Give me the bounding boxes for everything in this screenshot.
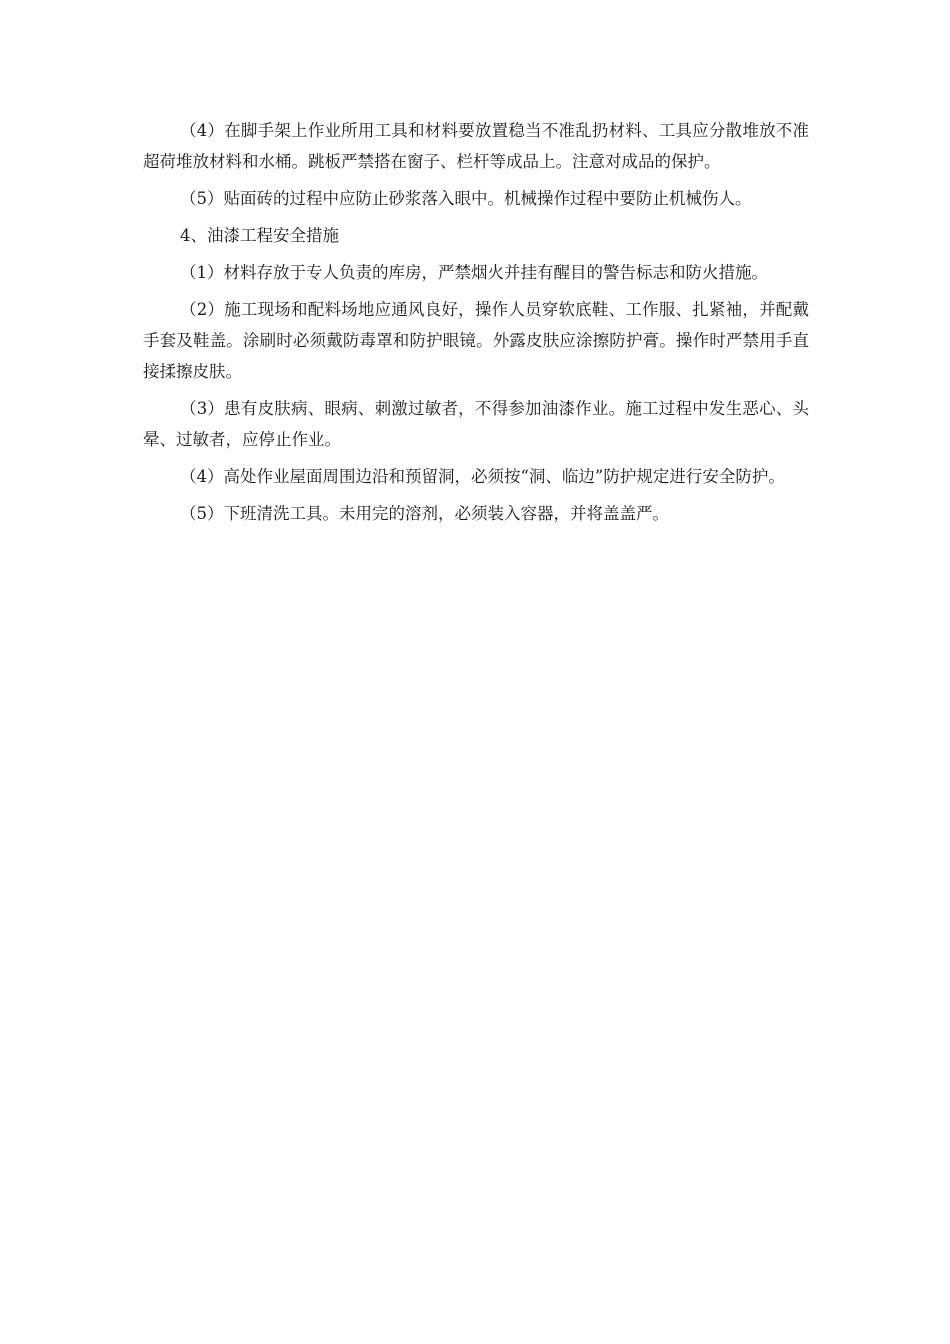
paragraph-edge-protection: （4）高处作业屋面周围边沿和预留洞，必须按“洞、临边”防护规定进行安全防护。 (180, 467, 785, 486)
paragraph-scaffold-tools: （4）在脚手架上作业所用工具和材料要放置稳当不准乱扔材料、工具应分散堆放不准超荷堆放材料和水桶。跳板严禁搭在窗子、栏杆等成品上。注意对成品的保护。 (143, 121, 809, 171)
paragraph-cleanup: （5）下班清洗工具。未用完的溶剂，必须装入容器，并将盖盖严。 (180, 504, 669, 523)
paragraph-ventilation-ppe: （2）施工现场和配料场地应通风良好，操作人员穿软底鞋、工作服、扎紧袖，并配戴手套及鞋盖。涂刷时必须戴防毒罩和防护眼镜。外露皮肤应涂擦防护膏。操作时严禁用手直接揉擦皮肤。 (143, 300, 809, 381)
document-body (143, 115, 809, 535)
paragraph-health-restrictions: （3）患有皮肤病、眼病、刺激过敏者，不得参加油漆作业。施工过程中发生恶心、头晕、过敏者，应停止作业。 (143, 399, 809, 449)
section-heading-paint-safety: 4、油漆工程安全措施 (180, 226, 339, 245)
paragraph-tile-mortar: （5）贴面砖的过程中应防止砂浆落入眼中。机械操作过程中要防止机械伤人。 (180, 189, 752, 208)
paragraph-material-storage: （1）材料存放于专人负责的库房，严禁烟火并挂有醒目的警告标志和防火措施。 (180, 263, 768, 282)
